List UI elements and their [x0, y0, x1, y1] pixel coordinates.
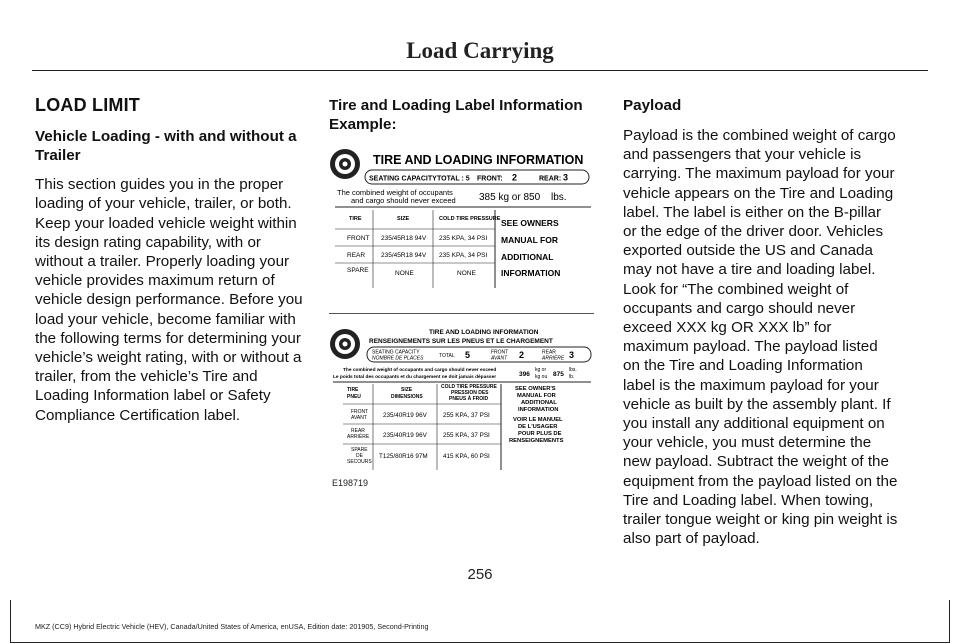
owners-line1: SEE OWNER'S	[515, 386, 556, 392]
owners-line4: INFORMATION	[501, 268, 561, 278]
figure-heading: Tire and Loading Label Information Example:	[329, 97, 583, 133]
column-payload	[623, 96, 898, 548]
combined-weight-fr: Le poids total des occupants et du chargement ne doit jamais dépasser	[333, 375, 497, 380]
payload-lb: 875	[553, 371, 564, 378]
crop-mark-left	[10, 600, 11, 643]
tire-loading-label-english	[329, 142, 594, 294]
header-tire-fr: PNEU	[347, 394, 361, 400]
row-front-tire-fr: AVANT	[351, 415, 367, 421]
row-front-size: 235/40R19 96V	[383, 412, 427, 419]
column-label-example	[329, 96, 601, 144]
header-size-en: SIZE	[401, 387, 413, 393]
header-pressure: COLD TIRE PRESSURE	[439, 216, 501, 222]
owners-line4: INFORMATION	[518, 407, 559, 413]
owners-line2: MANUAL FOR	[517, 393, 556, 399]
row-spare-tire: SPARE	[347, 267, 369, 274]
row-front-size: 235/45R18 94V	[381, 235, 427, 242]
crop-mark-right	[949, 600, 950, 643]
rear-label-en: REAR	[542, 349, 556, 356]
total-label: TOTAL	[439, 353, 455, 359]
rear-label-fr: ARRIÈRE	[542, 355, 565, 362]
seating-capacity-fr: NOMBRE DE PLACES	[372, 355, 424, 362]
front-seats: 2	[512, 172, 518, 183]
header-pressure-fr1: PRESSION DES	[451, 390, 489, 396]
row-front-pressure: 235 KPA, 34 PSI	[439, 235, 488, 242]
tire-loading-label-bilingual	[329, 324, 594, 474]
seating-capacity: SEATING CAPACITY	[369, 175, 437, 183]
row-spare-pressure: NONE	[457, 270, 476, 277]
row-spare-tire-en: SPARE	[351, 447, 368, 453]
row-rear-tire: REAR	[347, 252, 366, 259]
owners-line7: POUR PLUS DE	[518, 431, 562, 437]
page-title: Load Carrying	[406, 38, 554, 63]
kg-ou: kg ou	[535, 374, 548, 380]
row-front-tire: FRONT	[347, 235, 370, 242]
body-paragraph: This section guides you in the proper loading of your vehicle, trailer, or both. Keep your loaded vehicle weight within its design rating capability, with or without a trailer. Properly loading your vehicle provides maximum return of vehicle design performance. Before you load your vehicle, become familiar with the following terms for determining your vehicle’s weight rating, with or without a trailer, from the vehicle’s Tire and Loading Information label or Safety Compliance Certification label.	[35, 176, 303, 424]
row-front-tire-en: FRONT	[351, 409, 369, 415]
payload-heading: Payload	[623, 97, 682, 114]
row-spare-pressure: 415 KPA, 60 PSI	[443, 453, 490, 460]
label2-title-english: TIRE AND LOADING INFORMATION	[429, 329, 539, 336]
owners-line3: ADDITIONAL	[521, 400, 557, 406]
owners-line2: MANUAL FOR	[501, 235, 558, 245]
owners-line8: RENSEIGNEMENTS	[509, 438, 564, 444]
label2-title-french: RENSEIGNEMENTS SUR LES PNEUS ET LE CHARGEMENT	[369, 338, 553, 345]
tire-label-figure	[329, 142, 594, 479]
header-tire-en: TIRE	[347, 387, 359, 393]
payload-lbs: lbs.	[551, 192, 567, 203]
rear-seats: 3	[563, 172, 569, 183]
title-rule	[32, 70, 928, 71]
figure-id: E198719	[332, 478, 369, 488]
combined-weight-line1: The combined weight of occupants	[337, 188, 453, 197]
row-spare-size: T125/80R16 97M	[379, 453, 428, 460]
row-rear-pressure: 235 KPA, 34 PSI	[439, 252, 488, 259]
seating-capacity-en: SEATING CAPACITY	[372, 349, 420, 356]
front-seats: 2	[519, 350, 525, 360]
front-label-en: FRONT	[491, 349, 509, 356]
combined-weight-line2: and cargo should never exceed	[351, 196, 456, 205]
rear-label: REAR:	[539, 175, 562, 183]
owners-line5: VOIR LE MANUEL	[513, 417, 563, 423]
total-seats: TOTAL : 5	[437, 175, 470, 183]
owners-line1: SEE OWNERS	[501, 218, 559, 228]
lb-fr: lb.	[569, 374, 575, 380]
owners-line6: DE L'USAGER	[518, 424, 558, 430]
rear-seats: 3	[569, 350, 575, 360]
lbs-en: lbs.	[569, 367, 577, 373]
header-tire: TIRE	[349, 216, 362, 222]
section-heading: LOAD LIMIT	[35, 95, 140, 115]
total-seats: 5	[465, 350, 471, 360]
tire-icon	[330, 329, 360, 359]
row-rear-pressure: 255 KPA, 37 PSI	[443, 432, 490, 439]
header-pressure-fr2: PNEUS À FROID	[449, 396, 489, 402]
row-spare-tire-de: DE	[356, 453, 363, 459]
kg-or: kg or	[535, 367, 547, 373]
payload-kg: 385 kg or 850	[479, 192, 541, 203]
subsection-heading: Vehicle Loading - with and without a Trailer	[35, 128, 297, 165]
header-size: SIZE	[397, 216, 410, 222]
header-size-fr: DIMENSIONS	[391, 394, 423, 400]
figure-divider	[329, 313, 594, 314]
label-title: TIRE AND LOADING INFORMATION	[373, 153, 584, 167]
payload-paragraph: Payload is the combined weight of cargo and passengers that your vehicle is carrying. The maximum payload for your vehicle appears on the Tire and Loading label. The label is either on the B-pillar or the edge of the driver door. Vehicles exported outside the US and Canada may not have a tire and loading label. Look for “The combined weight of occupants and cargo should never exceed XXX kg OR XXX lb” for maximum payload. The payload listed on the Tire and Loading Information label is the maximum payload for your vehicle as built by the assembly plant. If you install any additional equipment on your vehicle, you must determine the new payload. Subtract the weight of the equipment from the payload listed on the Tire and Loading label. When towing, trailer tongue weight or king pin weight is also part of payload.	[623, 127, 898, 548]
header-pressure-en: COLD TIRE PRESSURE	[441, 384, 497, 390]
row-spare-size: NONE	[395, 270, 414, 277]
row-rear-size: 235/45R18 94V	[381, 252, 427, 259]
front-label: FRONT:	[477, 175, 503, 183]
row-rear-tire-en: REAR	[351, 428, 365, 434]
row-rear-tire-fr: ARRIÈRE	[347, 434, 370, 440]
row-rear-size: 235/40R19 96V	[383, 432, 427, 439]
payload-kg: 396	[519, 371, 530, 378]
tire-icon	[330, 149, 360, 179]
combined-weight-en: The combined weight of occupants and cargo should never exceed	[343, 368, 497, 373]
row-front-pressure: 255 KPA, 37 PSI	[443, 412, 490, 419]
footer-edition: MKZ (CC9) Hybrid Electric Vehicle (HEV), Canada/United States of America, enUSA, Edition date: 201905, Second-Printing	[35, 622, 429, 631]
page-number: 256	[467, 566, 493, 583]
column-load-limit	[35, 96, 307, 425]
row-spare-tire-fr: SECOURS	[347, 459, 372, 465]
front-label-fr: AVANT	[491, 355, 508, 362]
owners-line3: ADDITIONAL	[501, 252, 554, 262]
